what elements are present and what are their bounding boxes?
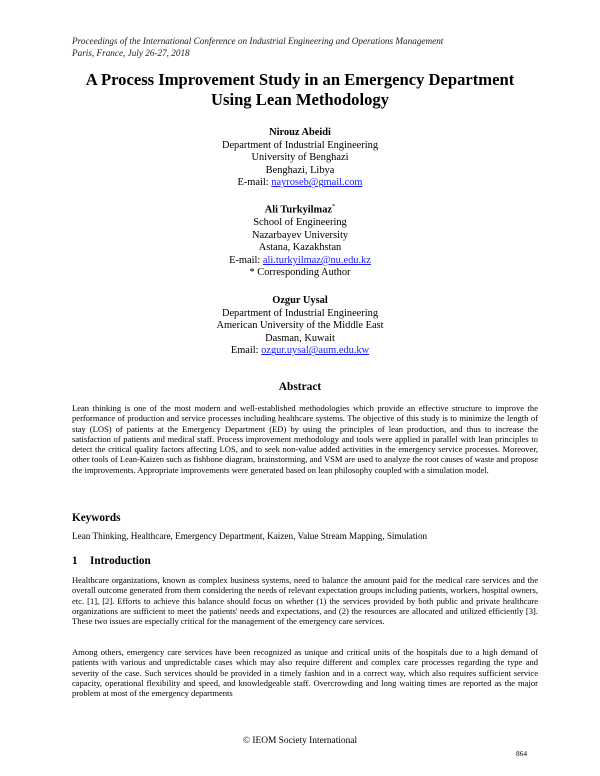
author-department: School of Engineering (253, 217, 347, 229)
author-email-line (100, 255, 500, 268)
author-block-1 (100, 127, 500, 190)
corresponding-marker: * (332, 203, 336, 210)
introduction-paragraph-1: Healthcare organizations, known as complex business systems, need to balance the amount paid for the medical care services and the overall outcome generated from them considering the needs of relevant expectation groups including patients, workers, hospital owners, etc. [1], [2]. Efforts to achieve this balance should focus on whether (1) the services provided by both public and private healthcare organizations are sufficient to meet the patients' needs and expectations, and (2) the resources are allocated and utilized efficiently [3]. These two issues are especially critical for the management of the emergency care services. (72, 575, 538, 627)
author-department: Department of Industrial Engineering (221, 139, 379, 151)
email-label: E-mail: (237, 177, 269, 189)
introduction-paragraph-2: Among others, emergency care services have been recognized as unique and critical units of the hospitals due to a high demand of patients with various and unpredictable cases which may also require different and complex care processes regarding the type and severity of the case. Such services should be provided in a timely fashion and in a correct way, which also requires sufficient service capacity, operational flexibility and speed, and knowledgeable staff. Overcrowding and long waiting times are reported as the major problem at most of the emergency departments (72, 647, 538, 699)
proceedings-header: Proceedings of the International Conference on Industrial Engineering and Operations Management (72, 36, 444, 46)
paper-title (40, 70, 560, 110)
email-label: E-mail: (229, 254, 261, 266)
title-line-1: A Process Improvement Study in an Emergency Department (85, 70, 515, 89)
conference-location-date: Paris, France, July 26-27, 2018 (72, 48, 190, 58)
author-location: Astana, Kazakhstan (258, 242, 342, 254)
author-name (100, 201, 500, 217)
author-organization: Nazarbayev University (251, 229, 349, 241)
author-email-link[interactable]: ali.turkyilmaz@nu.edu.kz (262, 254, 371, 266)
section-number: 1 (72, 555, 78, 567)
author-organization: American University of the Middle East (216, 320, 384, 332)
author-email-link[interactable]: ozgur.uysal@aum.edu.kw (261, 345, 370, 357)
corresponding-author-note: * Corresponding Author (249, 267, 351, 279)
author-location: Benghazi, Libya (265, 164, 335, 176)
author-location: Dasman, Kuwait (265, 332, 335, 344)
author-block-2 (100, 201, 500, 280)
introduction-heading (72, 555, 151, 567)
author-department: Department of Industrial Engineering (221, 307, 379, 319)
title-line-2: Using Lean Methodology (211, 90, 389, 109)
author-name: Ozgur Uysal (272, 295, 328, 306)
author-name-text: Ali Turkyilmaz (264, 204, 332, 216)
abstract-text: Lean thinking is one of the most modern and well-established methodologies which provide an effective structure to improve the performance of production and service processes including healthcare systems. The objective of this study is to minimize the length of stay (LOS) of patients at the Emergency Department (ED) by using the principles of lean production, and thus to increase the satisfaction of patients and medical staff. Process improvement methodology and tools were applied in parallel with lean principles to detect the critical quality factors affecting LOS, and to seek non-value added activities in the emergency service processes. Moreover, other tools of Lean-Kaizen such as fishbone diagram, brainstorming, and VSM are used to analyze the root causes of waste and propose the improvements. Appropriate improvements were generated based on lean philosophy coupled with a simulation model. (72, 403, 538, 475)
email-label: Email: (230, 345, 259, 357)
author-block-3 (100, 295, 500, 358)
author-email-link[interactable]: nayroseb@gmail.com (271, 177, 363, 189)
footer-copyright: © IEOM Society International (242, 736, 358, 746)
page-number: 864 (516, 749, 528, 758)
section-title: Introduction (90, 555, 151, 567)
abstract-heading: Abstract (278, 381, 322, 393)
author-name: Nirouz Abeidi (269, 127, 331, 138)
author-email-line (100, 177, 500, 190)
keywords-text: Lean Thinking, Healthcare, Emergency Department, Kaizen, Value Stream Mapping, Simulation (72, 531, 428, 541)
keywords-heading: Keywords (72, 512, 121, 524)
author-organization: University of Benghazi (251, 152, 349, 164)
author-email-line (100, 345, 500, 358)
